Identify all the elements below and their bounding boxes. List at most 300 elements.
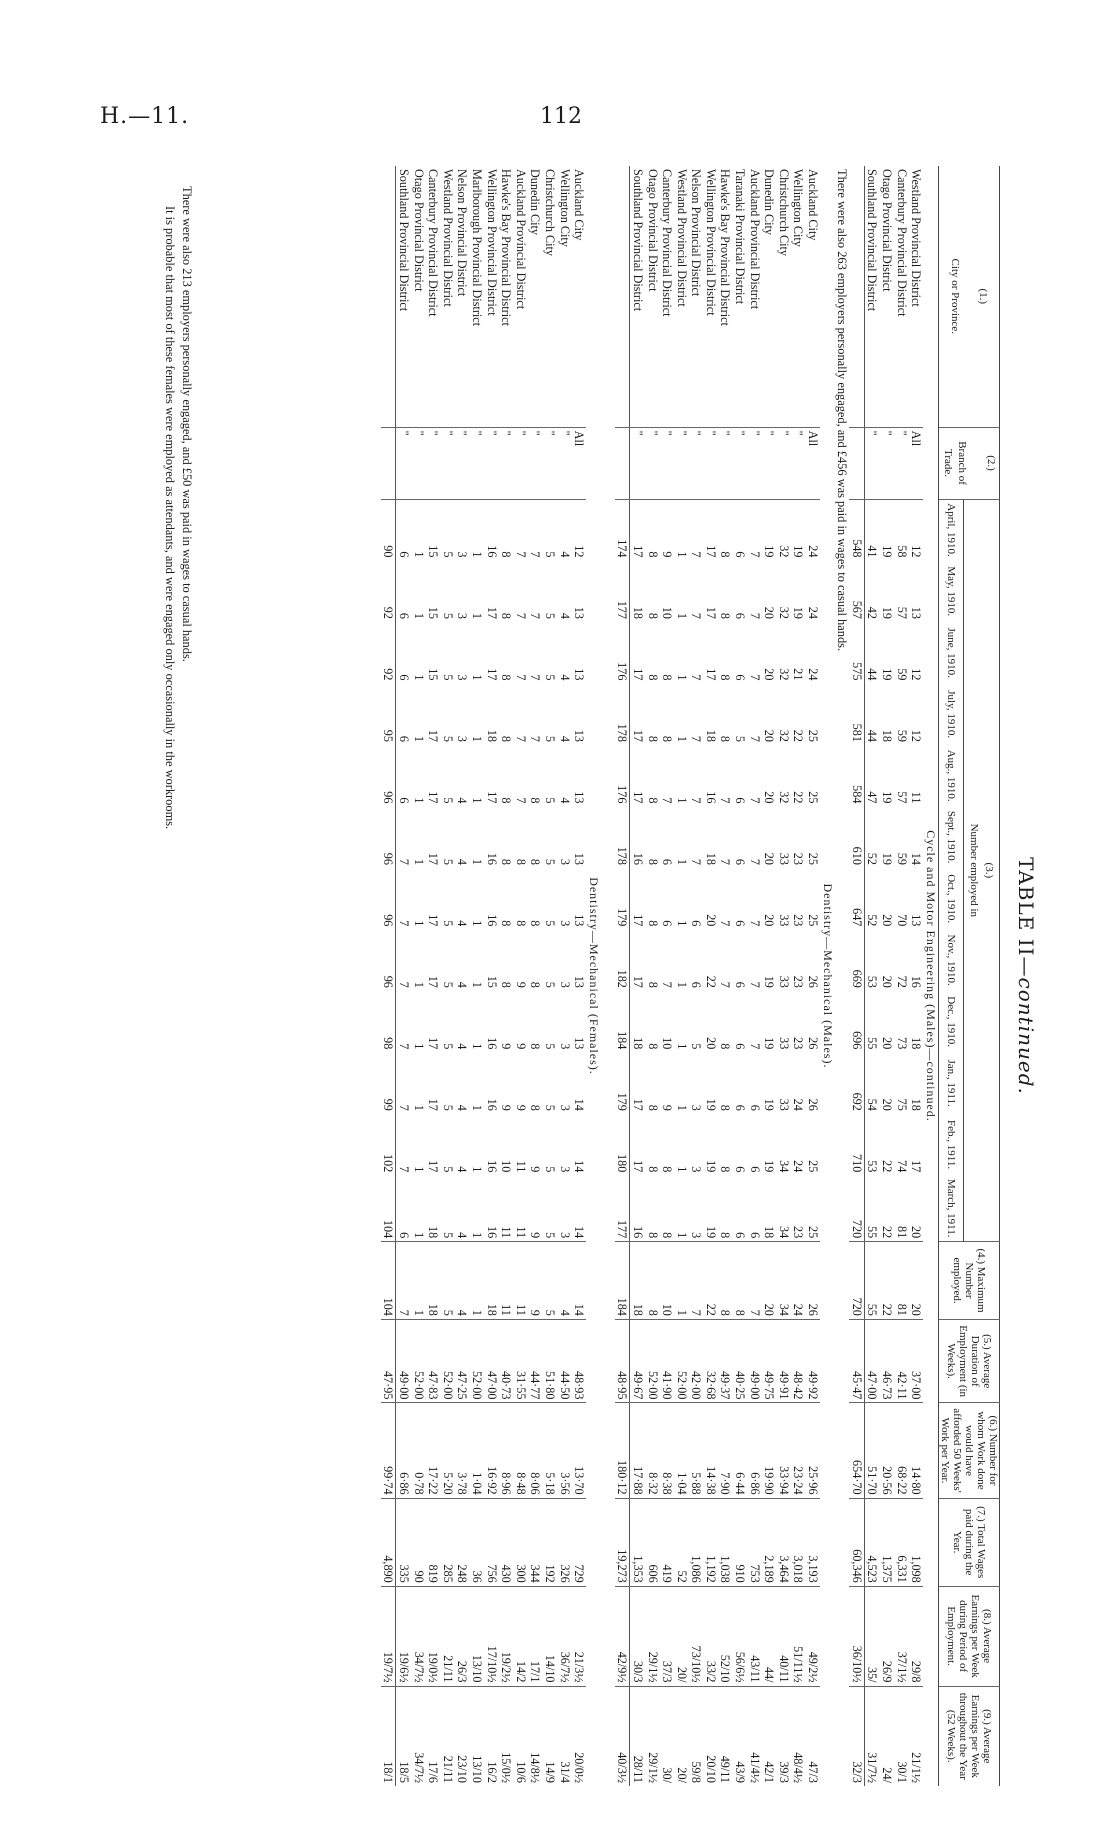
cell-month-count: 6 (733, 858, 748, 865)
cell-month-count: 23 (791, 1175, 806, 1241)
cell-earnings-year: 13/10 (470, 1755, 484, 1783)
cell-month-count: 20 (909, 1175, 924, 1241)
cell-month-count: 1 (674, 1175, 689, 1241)
cell-work50: 1·04 (469, 1403, 484, 1498)
table-row (513, 166, 528, 1786)
table-title: TABLE II—continued. (1014, 857, 1038, 1095)
rotated-table-page (150, 146, 1050, 1806)
cell-branch-of-trade: " (879, 427, 894, 499)
cell-earnings-period: 43/11 (747, 1586, 762, 1686)
cell-earnings-year: 39/3 (776, 1761, 791, 1783)
cell-month-count: 6 (397, 735, 412, 742)
cell-month-count: 9 (513, 981, 528, 988)
table-row (426, 166, 441, 1786)
cell-month-count: 16 (703, 791, 718, 804)
cell-month-count: 7 (747, 735, 762, 742)
cell-month-count: 7 (528, 612, 543, 619)
cell-month-count: 8 (528, 920, 543, 927)
cell-month-count: 18 (703, 852, 718, 865)
cell-earnings-period: 13/10 (469, 1586, 484, 1686)
cell-earnings-period: 51/11½ (791, 1586, 806, 1686)
table-row (528, 166, 543, 1786)
cell-month-count: 1 (470, 735, 484, 742)
cell-month-count: 96 (381, 745, 396, 806)
cell-month-count: 3 (455, 674, 470, 681)
cell-total-wages: 3,018 (791, 1498, 806, 1586)
cell-max-employed: 7 (689, 1242, 704, 1320)
cell-month-count: 20 (703, 914, 718, 927)
cell-month-count: 7 (718, 858, 733, 865)
cell-month-count: 19 (703, 1175, 718, 1241)
cell-month-count: 6 (733, 981, 748, 988)
cell-city-or-province: Westland Provincial District (674, 166, 689, 427)
cell-month-count: 23 (791, 1037, 806, 1050)
cell-earnings-period: 33/2 (703, 1586, 718, 1686)
cell-total-wages: 60,346 (849, 1498, 864, 1586)
col-month-header: Feb., 1911. (938, 1114, 963, 1175)
table-row (879, 166, 894, 1786)
table-row (411, 166, 426, 1786)
col-city-header: (1.) City or Province. (938, 166, 999, 427)
cell-month-count: 41 (865, 545, 880, 558)
cell-month-count: 17 (484, 606, 499, 619)
table-row (572, 166, 587, 1786)
cell-earnings-period: 30/3 (630, 1586, 645, 1686)
cell-branch-of-trade: " (718, 427, 733, 499)
cell-month-count: 4 (557, 735, 572, 742)
cell-month-count: 17 (426, 1037, 441, 1050)
cell-avg-duration: 44·77 (528, 1319, 543, 1403)
cell-branch-of-trade: " (513, 427, 528, 499)
cell-month-count: 32 (776, 729, 791, 742)
cell-month-count: 584 (849, 745, 864, 806)
cell-avg-duration: 37·00 (909, 1319, 924, 1403)
cell-month-count: 96 (381, 868, 396, 929)
cell-month-count: 178 (615, 683, 630, 744)
table-row (499, 166, 514, 1786)
cell-month-count: 42 (865, 606, 880, 619)
cell-month-count: 53 (865, 975, 880, 988)
cell-avg-duration: 49·00 (396, 1319, 411, 1403)
cell-month-count: 13 (572, 975, 587, 988)
cell-month-count: 8 (513, 858, 528, 865)
cell-avg-duration: 31·55 (513, 1319, 528, 1403)
cell-branch-of-trade: All (805, 427, 820, 499)
cell-month-count: 18 (909, 1037, 924, 1050)
table-row (762, 166, 777, 1786)
table-row (630, 166, 645, 1786)
cell-month-count: 13 (909, 606, 924, 619)
cell-work50: 14·38 (703, 1403, 718, 1498)
cell-month-count: 567 (849, 560, 864, 621)
cell-month-count: 8 (499, 858, 514, 865)
cell-month-count: 6 (733, 551, 748, 558)
cell-month-count: 6 (660, 858, 675, 865)
cell-month-count: 20 (762, 852, 777, 865)
cell-month-count: 7 (747, 797, 762, 804)
table-row (645, 166, 660, 1786)
cell-month-count: 18 (703, 729, 718, 742)
cell-month-count: 25 (806, 791, 821, 804)
cell-earnings-period: 21/3½ (572, 1586, 587, 1686)
table-row (747, 166, 762, 1786)
cell-month-count: 17 (426, 729, 441, 742)
col-number-employed-header: (3.) Number employed in (963, 499, 999, 1242)
cell-month-count: 4 (557, 797, 572, 804)
cell-month-count: 3 (689, 1104, 704, 1111)
cell-month-count: 19 (703, 1098, 718, 1111)
cell-total-wages: 300 (513, 1498, 528, 1586)
cell-max-employed: 20 (762, 1242, 777, 1320)
cell-total-wages: 248 (455, 1498, 470, 1586)
col-branch-header: (2.) Branch of Trade. (938, 427, 999, 499)
cell-month-count: 54 (865, 1098, 880, 1111)
cell-branch-of-trade: " (703, 427, 718, 499)
cell-month-count: 7 (397, 1043, 412, 1050)
section-note: There were also 263 employers personally engaged, and £456 was paid in wages to casual hands. (835, 169, 850, 652)
cell-month-count: 696 (849, 991, 864, 1052)
cell-month-count: 59 (894, 668, 909, 681)
col-month-header: March, 1911. (938, 1175, 963, 1241)
table-row (703, 166, 718, 1786)
cell-month-count: 19 (762, 975, 777, 988)
cell-month-count: 19 (762, 1160, 777, 1173)
total-row (381, 166, 396, 1786)
cell-month-count: 95 (381, 683, 396, 744)
cell-month-count: 7 (513, 797, 528, 804)
cell-month-count: 179 (615, 868, 630, 929)
cell-earnings-period: 19/2½ (499, 1586, 514, 1686)
cell-month-count: 16 (484, 545, 499, 558)
cell-total-wages: 19,273 (615, 1498, 630, 1586)
cell-max-employed: 1 (469, 1242, 484, 1320)
cell-month-count: 32 (776, 606, 791, 619)
cell-earnings-year: 10/6 (513, 1761, 528, 1783)
cell-earnings-period: 73/10½ (689, 1586, 704, 1686)
cell-branch-of-trade: " (894, 427, 909, 499)
cell-month-count: 6 (747, 1175, 762, 1241)
cell-total-wages: 285 (440, 1498, 455, 1586)
cell-max-employed: 8 (718, 1242, 733, 1320)
cell-avg-duration: 47·25 (455, 1319, 470, 1403)
cell-total-wages: 192 (542, 1498, 557, 1586)
cell-month-count: 5 (440, 981, 455, 988)
col-avg-duration-header: (5.) Average Duration of Employment (in Weeks). (938, 1319, 999, 1403)
cell-month-count: 8 (718, 612, 733, 619)
cell-earnings-year: 30/ (660, 1767, 675, 1783)
cell-city-or-province: Otago Provincial District (645, 166, 660, 427)
cell-avg-duration: 40·73 (499, 1319, 514, 1403)
cell-month-count: 22 (880, 1160, 895, 1173)
cell-month-count: 5 (440, 1166, 455, 1173)
table-row (484, 166, 499, 1786)
table-row (674, 166, 689, 1786)
cell-month-count: 9 (513, 1043, 528, 1050)
cell-city-or-province: Auckland City (572, 166, 587, 427)
cell-total-label (381, 166, 396, 427)
cell-month-count: 11 (513, 1160, 528, 1173)
cell-month-count: 4 (455, 920, 470, 927)
cell-month-count: 5 (542, 1175, 557, 1241)
cell-month-count: 8 (718, 1043, 733, 1050)
cell-earnings-year: 43/9 (733, 1761, 748, 1783)
cell-branch-of-trade: All (909, 427, 924, 499)
cell-month-count: 1 (470, 797, 484, 804)
cell-month-count: 13 (909, 914, 924, 927)
cell-total-wages: 1,375 (879, 1498, 894, 1586)
cell-month-count: 90 (381, 499, 396, 560)
cell-month-count: 15 (426, 545, 441, 558)
cell-month-count: 12 (909, 545, 924, 558)
cell-earnings-period: 14/10 (542, 1586, 557, 1686)
cell-month-count: 19 (762, 1098, 777, 1111)
cell-month-count: 1 (411, 735, 426, 742)
cell-month-count: 8 (499, 612, 514, 619)
cell-avg-duration: 49·00 (747, 1319, 762, 1403)
cell-branch-of-trade: " (689, 427, 704, 499)
section-note-row (835, 166, 850, 1786)
cell-month-count: 21 (791, 668, 806, 681)
cell-work50: 5·18 (542, 1403, 557, 1498)
cell-month-count: 7 (397, 981, 412, 988)
cell-total-branch (381, 427, 396, 499)
cell-month-count: 6 (733, 674, 748, 681)
cell-month-count: 3 (557, 981, 572, 988)
cell-city-or-province: Southland Provincial District (630, 166, 645, 427)
cell-month-count: 33 (776, 852, 791, 865)
cell-work50: 25·96 (805, 1403, 820, 1498)
cell-earnings-year: 18/1 (381, 1686, 396, 1786)
cell-month-count: 12 (909, 668, 924, 681)
cell-month-count: 7 (528, 674, 543, 681)
cell-earnings-year: 20/0½ (572, 1752, 587, 1783)
cell-month-count: 1 (470, 1104, 484, 1111)
cell-branch-of-trade: " (762, 427, 777, 499)
section-title: Cycle and Motor Engineering (Males)—continued. (923, 830, 938, 1122)
cell-month-count: 720 (849, 1175, 864, 1241)
cell-month-count: 7 (747, 674, 762, 681)
cell-work50: 5·88 (689, 1403, 704, 1498)
cell-work50: 16·92 (484, 1403, 499, 1498)
cell-city-or-province: Westland Provincial District (440, 166, 455, 427)
cell-month-count: 25 (806, 729, 821, 742)
cell-month-count: 5 (440, 735, 455, 742)
cell-month-count: 1 (411, 858, 426, 865)
cell-month-count: 8 (645, 1175, 660, 1241)
cell-month-count: 5 (440, 674, 455, 681)
cell-earnings-period: 29/1½ (645, 1586, 660, 1686)
cell-avg-duration: 42·11 (894, 1319, 909, 1403)
cell-work50: 14·80 (909, 1403, 924, 1498)
cell-month-count: 7 (689, 612, 704, 619)
cell-earnings-period: 37/1½ (894, 1586, 909, 1686)
cell-branch-of-trade: " (440, 427, 455, 499)
cell-month-count: 22 (703, 975, 718, 988)
col-month-header: Oct., 1910. (938, 868, 963, 929)
cell-branch-of-trade: " (674, 427, 689, 499)
cell-month-count: 14 (909, 852, 924, 865)
cell-total-wages: 52 (674, 1498, 689, 1586)
cell-month-count: 1 (470, 1166, 484, 1173)
cell-month-count: 4 (455, 858, 470, 865)
cell-work50: 20·56 (879, 1403, 894, 1498)
cell-month-count: 17 (426, 852, 441, 865)
table-body (367, 166, 938, 1786)
cell-avg-duration: 47·00 (864, 1319, 879, 1403)
cell-earnings-period: 40/11 (776, 1586, 791, 1686)
cell-month-count: 5 (542, 858, 557, 865)
cell-earnings-year: 28/11 (630, 1755, 645, 1783)
cell-month-count: 16 (630, 1175, 645, 1241)
cell-month-count: 25 (805, 1175, 820, 1241)
cell-month-count: 1 (674, 735, 689, 742)
table-row (440, 166, 455, 1786)
cell-month-count: 1 (411, 1175, 426, 1241)
cell-month-count: 17 (703, 668, 718, 681)
spacer-cell (367, 166, 381, 1786)
cell-month-count: 20 (762, 791, 777, 804)
cell-month-count: 17 (426, 791, 441, 804)
cell-month-count: 8 (499, 920, 514, 927)
cell-month-count: 3 (455, 551, 470, 558)
cell-branch-of-trade: " (469, 427, 484, 499)
cell-avg-duration: 52·00 (674, 1319, 689, 1403)
cell-month-count: 52 (865, 914, 880, 927)
cell-month-count: 44 (865, 729, 880, 742)
cell-month-count: 178 (615, 806, 630, 867)
cell-month-count: 75 (894, 1098, 909, 1111)
cell-month-count: 5 (440, 1175, 455, 1241)
cell-work50: 23·24 (791, 1403, 806, 1498)
cell-avg-duration: 49·92 (805, 1319, 820, 1403)
cell-earnings-year: 29/1½ (645, 1752, 660, 1783)
cell-earnings-year: 16/2 (484, 1761, 499, 1783)
cell-work50: 8·32 (645, 1403, 660, 1498)
cell-work50: 1·04 (674, 1403, 689, 1498)
cell-month-count: 6 (733, 1166, 748, 1173)
cell-month-count: 17 (426, 975, 441, 988)
cell-max-employed: 5 (440, 1242, 455, 1320)
cell-month-count: 55 (865, 1037, 880, 1050)
cell-work50: 5·20 (440, 1403, 455, 1498)
cell-month-count: 692 (849, 1052, 864, 1113)
cell-total-wages: 1,086 (689, 1498, 704, 1586)
cell-month-count: 8 (528, 858, 543, 865)
cell-month-count: 11 (909, 791, 924, 804)
cell-month-count: 19 (880, 852, 895, 865)
cell-month-count: 7 (660, 797, 675, 804)
cell-month-count: 17 (630, 791, 645, 804)
cell-month-count: 8 (645, 920, 660, 927)
cell-work50: 180·12 (615, 1403, 630, 1498)
cell-earnings-period: 44/ (762, 1586, 777, 1686)
cell-branch-of-trade: " (747, 427, 762, 499)
cell-month-count: 99 (381, 1052, 396, 1113)
cell-max-employed: 22 (879, 1242, 894, 1320)
cell-work50: 3·78 (455, 1403, 470, 1498)
cell-month-count: 9 (513, 1104, 528, 1111)
cell-city-or-province: Christchurch City (776, 166, 791, 427)
cell-month-count: 5 (542, 797, 557, 804)
cell-month-count: 6 (733, 797, 748, 804)
cell-month-count: 5 (542, 674, 557, 681)
cell-max-employed: 20 (909, 1242, 924, 1320)
cell-city-or-province: Christchurch City (542, 166, 557, 427)
cell-month-count: 184 (615, 991, 630, 1052)
cell-month-count: 17 (909, 1160, 924, 1173)
cell-total-wages: 430 (499, 1498, 514, 1586)
section-spacer (367, 166, 381, 1786)
cell-month-count: 17 (703, 606, 718, 619)
cell-month-count: 96 (381, 806, 396, 867)
cell-month-count: 548 (849, 499, 864, 560)
cell-total-wages: 36 (469, 1498, 484, 1586)
cell-month-count: 26 (806, 1037, 821, 1050)
cell-total-wages: 1,038 (718, 1498, 733, 1586)
cell-month-count: 57 (894, 791, 909, 804)
cell-total-branch (615, 427, 630, 499)
table-row (469, 166, 484, 1786)
cell-max-employed: 18 (426, 1242, 441, 1320)
cell-month-count: 179 (615, 1052, 630, 1113)
page-header (0, 0, 1114, 140)
cell-month-count: 5 (440, 858, 455, 865)
cell-avg-duration: 40·25 (733, 1319, 748, 1403)
cell-month-count: 73 (894, 1037, 909, 1050)
cell-month-count: 13 (572, 606, 587, 619)
cell-month-count: 13 (572, 914, 587, 927)
cell-branch-of-trade: " (484, 427, 499, 499)
cell-month-count: 59 (894, 729, 909, 742)
cell-max-employed: 18 (630, 1242, 645, 1320)
cell-earnings-year: 30/1 (894, 1761, 909, 1783)
cell-month-count: 19 (880, 668, 895, 681)
cell-month-count: 4 (557, 612, 572, 619)
cell-month-count: 7 (660, 981, 675, 988)
cell-month-count: 18 (426, 1175, 441, 1241)
cell-city-or-province: Southland Provincial District (864, 166, 879, 427)
cell-month-count: 8 (660, 1175, 675, 1241)
spacer-cell (601, 166, 615, 1786)
cell-month-count: 4 (455, 1043, 470, 1050)
cell-total-wages: 326 (557, 1498, 572, 1586)
cell-month-count: 17 (630, 975, 645, 988)
cell-month-count: 1 (674, 1104, 689, 1111)
cell-month-count: 58 (894, 545, 909, 558)
cell-month-count: 174 (615, 499, 630, 560)
cell-month-count: 44 (865, 668, 880, 681)
cell-month-count: 9 (499, 1043, 514, 1050)
cell-total-label (615, 166, 630, 427)
cell-month-count: 5 (440, 612, 455, 619)
cell-month-count: 24 (806, 606, 821, 619)
cell-month-count: 1 (411, 674, 426, 681)
cell-avg-duration: 48·95 (615, 1319, 630, 1403)
cell-month-count: 19 (880, 606, 895, 619)
cell-work50: 19·90 (762, 1403, 777, 1498)
cell-max-employed: 18 (484, 1242, 499, 1320)
cell-month-count: 8 (660, 674, 675, 681)
cell-month-count: 25 (806, 914, 821, 927)
cell-month-count: 26 (806, 975, 821, 988)
cell-month-count: 53 (865, 1160, 880, 1173)
cell-month-count: 33 (776, 975, 791, 988)
cell-work50: 6·86 (396, 1403, 411, 1498)
cell-max-employed: 5 (542, 1242, 557, 1320)
cell-month-count: 1 (411, 920, 426, 927)
cell-month-count: 4 (455, 1166, 470, 1173)
table-row (894, 166, 909, 1786)
